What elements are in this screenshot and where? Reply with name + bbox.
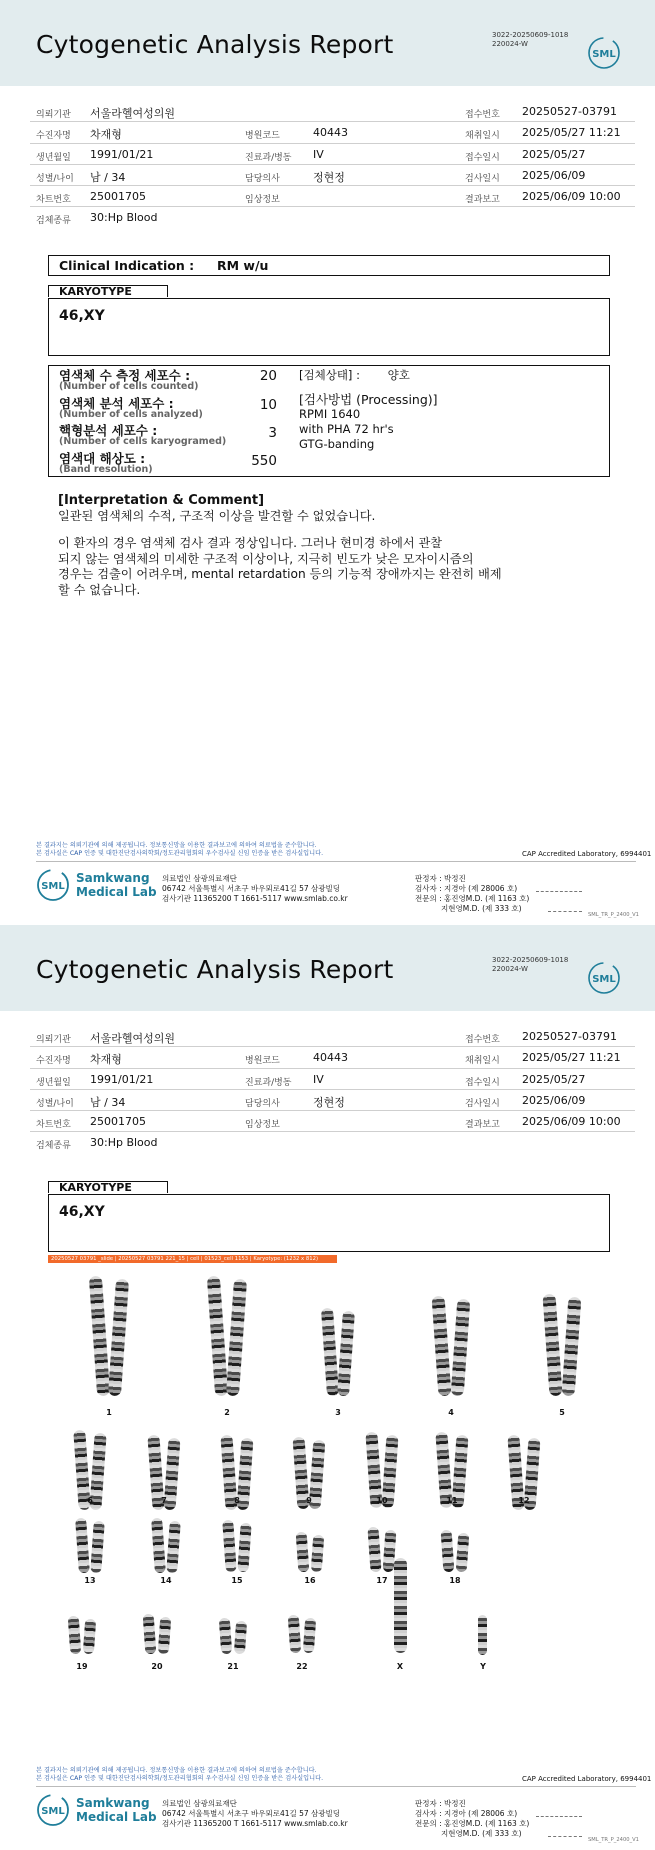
interpretation-heading: [Interpretation & Comment]: [58, 493, 265, 508]
doc-code-line: 220024-W: [492, 40, 528, 48]
chromosome-label: 4: [448, 1408, 454, 1417]
report-title: Cytogenetic Analysis Report: [36, 30, 394, 59]
dob-value: 1991/01/21: [90, 147, 154, 161]
info-row: [30, 144, 635, 165]
dob-label: 생년월일: [36, 1077, 71, 1088]
reported-label: 결과보고: [465, 1120, 500, 1131]
chromosome-14-b: [166, 1521, 181, 1574]
lab-name-line: Medical Lab: [76, 885, 157, 899]
cells-karyogramed-number: 3: [268, 425, 277, 441]
name-label: 수진자명: [36, 131, 71, 142]
form-version: SML_TR_P_2400_V1: [588, 912, 639, 918]
chromosome-14-a: [151, 1518, 166, 1574]
sml-logo-icon: [36, 868, 70, 902]
accession-value: 20250527-03791: [522, 105, 617, 118]
sml-logo-text: SML: [41, 1806, 65, 1817]
chromosome-label: 2: [224, 1408, 230, 1417]
chromosome-label: X: [396, 1662, 404, 1671]
signature-line: 전문의 : 홍진영M.D. (제 1163 호): [415, 1819, 530, 1828]
chromosome-5-a: [543, 1294, 563, 1397]
band-resolution-en: (Band resolution): [59, 464, 153, 475]
cells-analyzed-en: (Number of cells analyzed): [59, 409, 203, 420]
address-line: 검사기관 11365200 T 1661-5117 www.smlab.co.kr: [162, 1819, 348, 1828]
lab-address: [162, 1799, 348, 1829]
signature-line: 판정자 : 박정진: [415, 1799, 466, 1808]
sml-logo-icon: [36, 1793, 70, 1827]
cells-karyogramed-ko: 핵형분석 세포수 :: [59, 423, 158, 438]
disclaimer-line: 본 검사실은 CAP 인증 및 대한진단검사의학회/정도관리협회의 우수검사실 신임 인증을 받은 검사실입니다.: [36, 849, 324, 857]
chromosome-label: 19: [76, 1662, 88, 1671]
dept-label: 진료과/병동: [245, 1077, 292, 1088]
chromosome-label: 21: [227, 1662, 239, 1671]
institution-label: 의뢰기관: [36, 110, 71, 120]
hospital-code-value: 40443: [313, 126, 348, 140]
document-code: [492, 31, 568, 49]
specimen-status: [299, 368, 410, 383]
institution-label: 의뢰기관: [36, 1035, 71, 1045]
chromosome-label: Y: [480, 1662, 486, 1671]
chromosome-label: 10: [376, 1496, 388, 1505]
clinical-indication-label: Clinical Indication :: [59, 258, 195, 273]
lab-name: [76, 871, 157, 899]
collected-label: 채취일시: [465, 131, 500, 142]
chromosome-19-b: [83, 1619, 96, 1655]
specimen-status-label: [검체상태] :: [299, 368, 360, 382]
signatures: [415, 1799, 529, 1839]
chromosome-16-a: [295, 1532, 309, 1573]
received-label: 접수일시: [465, 152, 500, 163]
clinical-indication-value: RM w/u: [217, 258, 269, 273]
report-footer: [0, 1765, 655, 1850]
signature-line: 지현영M.D. (제 333 호): [441, 904, 522, 913]
interpretation-line: 할 수 없습니다.: [58, 582, 141, 597]
disclaimer: [36, 1767, 323, 1782]
karyotype-tab: KARYOTYPE: [48, 1181, 168, 1193]
lab-address: [162, 874, 348, 904]
info-row: [30, 1047, 635, 1068]
info-row: [30, 101, 635, 122]
patient-info-table: [30, 101, 635, 229]
received-value: 2025/05/27: [522, 1072, 586, 1086]
chromosome-label: 12: [518, 1496, 530, 1505]
chromosome-3-a: [321, 1308, 339, 1397]
sml-logo-text: SML: [592, 49, 616, 60]
chromosome-label: 20: [151, 1662, 163, 1671]
signature-scribble: [536, 884, 582, 892]
signature-line: 지현영M.D. (제 333 호): [441, 1829, 522, 1838]
chromosome-13-b: [90, 1521, 105, 1574]
chromosome-19-a: [67, 1616, 81, 1655]
hospital-code-label: 병원코드: [245, 131, 280, 142]
cells-counted-en: (Number of cells counted): [59, 381, 199, 392]
signature-line: 판정자 : 박정진: [415, 874, 466, 883]
address-line: 검사기관 11365200 T 1661-5117 www.smlab.co.kr: [162, 894, 348, 903]
chromosome-label: 5: [559, 1408, 565, 1417]
form-version: SML_TR_P_2400_V1: [588, 1837, 639, 1843]
tested-value: 2025/06/09: [522, 1093, 586, 1107]
chromosome-22-a: [287, 1615, 301, 1654]
sml-logo-text: SML: [592, 974, 616, 985]
chromosome-16-b: [311, 1535, 325, 1573]
chromosome-15-b: [237, 1523, 251, 1573]
document-code: [492, 956, 568, 974]
chromosome-label: 9: [306, 1496, 312, 1505]
report-title: Cytogenetic Analysis Report: [36, 955, 394, 984]
dob-value: 1991/01/21: [90, 1072, 154, 1086]
chromosome-4-b: [450, 1299, 470, 1397]
chromosome-4-a: [432, 1296, 452, 1397]
processing-method-line: GTG-banding: [299, 437, 375, 451]
sex-age-value: 남 / 34: [90, 170, 126, 184]
accession-value: 20250527-03791: [522, 1030, 617, 1043]
cap-accreditation: CAP Accredited Laboratory, 6994401: [522, 1775, 652, 1783]
interpretation-line: 되지 않는 염색체의 미세한 구조적 이상이나, 지극히 빈도가 낮은 모자이시즘의: [58, 551, 474, 566]
tested-value: 2025/06/09: [522, 168, 586, 182]
institution-value: 서울라헬여성의원: [90, 107, 176, 120]
report-header: [0, 0, 655, 86]
reported-value: 2025/06/09 10:00: [522, 1115, 621, 1129]
clinical-info-label: 임상정보: [245, 195, 280, 206]
disclaimer-line: 본 결과지는 의뢰기관에 의해 제공됩니다. 정보통신망을 이용한 결과보고에 의하여 의료법을 준수합니다.: [36, 842, 317, 849]
name-value: 차재형: [90, 1053, 122, 1067]
chromosome-15-a: [222, 1520, 237, 1573]
address-line: 06742 서울특별시 서초구 바우뫼로41길 57 삼광빌딩: [162, 884, 341, 893]
received-label: 접수일시: [465, 1077, 500, 1088]
institution-value: 서울라헬여성의원: [90, 1032, 176, 1045]
chromosome-label: 22: [296, 1662, 308, 1671]
reported-label: 결과보고: [465, 195, 500, 206]
chromosome-17-a: [367, 1527, 381, 1573]
chromosome-18-b: [456, 1533, 470, 1573]
lab-name: [76, 1796, 157, 1824]
chromosome-2-b: [226, 1279, 247, 1397]
collected-value: 2025/05/27 11:21: [522, 1051, 621, 1065]
received-value: 2025/05/27: [522, 147, 586, 161]
cells-analyzed-ko: 염색체 분석 세포수 :: [59, 396, 174, 411]
chromosome-label: 11: [446, 1496, 458, 1505]
processing-method-line: with PHA 72 hr's: [299, 422, 394, 436]
cells-analyzed-number: 10: [259, 397, 277, 413]
chromosome-label: 13: [84, 1576, 96, 1585]
chromosome-X: [394, 1558, 407, 1653]
doc-code-line: 220024-W: [492, 965, 528, 973]
info-row: [30, 1090, 635, 1111]
dept-value: IV: [313, 1072, 324, 1086]
info-row: [30, 165, 635, 186]
report-footer: [0, 840, 655, 925]
chromosome-label: 17: [376, 1576, 388, 1585]
karyotype-value: 46,XY: [59, 308, 105, 324]
name-label: 수진자명: [36, 1056, 71, 1067]
tested-label: 검사일시: [465, 1098, 500, 1109]
interpretation-line: 경우는 검출이 어려우며, mental retardation 등의 기능적 장애까지는 완전히 배제: [58, 567, 502, 582]
chromosome-20-b: [158, 1617, 172, 1655]
doc-code-line: 3022-20250609-1018: [492, 956, 569, 964]
dept-value: IV: [313, 147, 324, 161]
reported-value: 2025/06/09 10:00: [522, 190, 621, 204]
karyotype-tab: KARYOTYPE: [48, 285, 168, 297]
chromosome-label: 15: [231, 1576, 243, 1585]
band-resolution-label: [59, 453, 153, 475]
processing-method-label: [검사방법 (Processing)]: [299, 392, 438, 407]
cells-karyogramed-en: (Number of cells karyogramed): [59, 436, 227, 447]
chart-value: 25001705: [90, 1115, 146, 1129]
hospital-code-value: 40443: [313, 1051, 348, 1065]
tested-label: 검사일시: [465, 173, 500, 184]
sml-logo-icon: [586, 36, 622, 70]
cap-accreditation: CAP Accredited Laboratory, 6994401: [522, 850, 652, 858]
disclaimer-line: 본 검사실은 CAP 인증 및 대한진단검사의학회/정도관리협회의 우수검사실 신임 인증을 받은 검사실입니다.: [36, 1774, 324, 1782]
sex-age-label: 성별/나이: [36, 1098, 74, 1109]
karyotype-value: 46,XY: [59, 1204, 105, 1220]
karyotype-box: [48, 298, 610, 356]
chromosome-Y: [478, 1615, 487, 1655]
specimen-label: 검체종류: [36, 1141, 71, 1152]
interpretation-line: 이 환자의 경우 염색체 검사 결과 정상입니다. 그러나 현미경 하에서 관찰: [58, 536, 443, 551]
cells-counted-ko: 염색체 수 측정 세포수 :: [59, 368, 191, 383]
lab-name-line: Samkwang: [76, 871, 150, 885]
band-resolution-ko: 염색대 해상도 :: [59, 451, 146, 466]
chromosome-1-b: [108, 1279, 129, 1397]
chromosome-18-a: [440, 1530, 454, 1573]
lab-name-line: Medical Lab: [76, 1810, 157, 1824]
dept-label: 진료과/병동: [245, 152, 292, 163]
chromosome-label: 14: [160, 1576, 172, 1585]
chromosome-21-a: [219, 1618, 232, 1655]
chart-label: 차트번호: [36, 195, 71, 206]
dob-label: 생년월일: [36, 152, 71, 163]
clinical-indication-box: [48, 255, 610, 276]
chromosome-label: 18: [449, 1576, 461, 1585]
chromosome-label: 3: [335, 1408, 341, 1417]
collected-value: 2025/05/27 11:21: [522, 126, 621, 140]
footer-divider: [36, 1786, 636, 1787]
info-row: [30, 1026, 635, 1047]
sex-age-label: 성별/나이: [36, 173, 74, 184]
info-row: [30, 1111, 635, 1132]
chromosome-5-b: [561, 1297, 581, 1397]
accession-label: 접수번호: [465, 1035, 500, 1045]
chromosome-13-a: [75, 1518, 90, 1574]
specimen-value: 30:Hp Blood: [90, 1136, 158, 1150]
interpretation-line: 일관된 염색체의 수적, 구조적 이상을 발견할 수 없었습니다.: [58, 508, 376, 523]
interpretation-comment: [58, 493, 618, 599]
cells-analyzed-label: [59, 398, 203, 420]
report-page-2: [0, 925, 655, 1850]
chart-label: 차트번호: [36, 1120, 71, 1131]
cells-counted-number: 20: [259, 368, 277, 384]
chromosome-label: 7: [161, 1496, 167, 1505]
collected-label: 채취일시: [465, 1056, 500, 1067]
cells-karyogramed-label: [59, 425, 226, 447]
address-line: 06742 서울특별시 서초구 바우뫼로41길 57 삼광빌딩: [162, 1809, 341, 1818]
patient-info-table: [30, 1026, 635, 1154]
signature-line: 검사자 : 지경아 (제 28006 호): [415, 884, 518, 893]
report-header: [0, 925, 655, 1011]
physician-value: 정현정: [313, 1095, 345, 1109]
sex-age-value: 남 / 34: [90, 1095, 126, 1109]
footer-divider: [36, 861, 636, 862]
cells-counted-label: [59, 370, 199, 392]
sml-logo-icon: [586, 961, 622, 995]
physician-label: 담당의사: [245, 1098, 280, 1109]
chromosome-20-a: [142, 1614, 156, 1655]
info-row: [30, 207, 635, 228]
info-row: [30, 1132, 635, 1153]
processing-method-line: RPMI 1640: [299, 407, 361, 421]
info-row: [30, 122, 635, 143]
processing-method: [299, 392, 438, 452]
signature-line: 전문의 : 홍진영M.D. (제 1163 호): [415, 894, 530, 903]
karyotype-box: [48, 1194, 610, 1252]
disclaimer: [36, 842, 323, 857]
band-resolution-number: 550: [251, 453, 277, 469]
accession-label: 접수번호: [465, 110, 500, 120]
specimen-label: 검체종류: [36, 216, 71, 227]
chromosome-label: 6: [87, 1496, 93, 1505]
info-row: [30, 1069, 635, 1090]
specimen-status-value: 양호: [387, 368, 410, 382]
signature-scribble: [536, 1809, 582, 1817]
signature-scribble: [548, 904, 582, 912]
name-value: 차재형: [90, 128, 122, 142]
signature-line: 검사자 : 지경아 (제 28006 호): [415, 1809, 518, 1818]
chromosome-21-b: [234, 1621, 247, 1655]
signature-scribble: [548, 1829, 582, 1837]
doc-code-line: 3022-20250609-1018: [492, 31, 569, 39]
address-line: 의료법인 삼광의료재단: [162, 1799, 237, 1808]
karyogram-image: [48, 1270, 618, 1671]
chromosome-label: 1: [106, 1408, 112, 1417]
signatures: [415, 874, 529, 914]
chromosome-3-b: [337, 1311, 355, 1397]
disclaimer-line: 본 결과지는 의뢰기관에 의해 제공됩니다. 정보통신망을 이용한 결과보고에 의하여 의료법을 준수합니다.: [36, 1767, 317, 1774]
chromosome-2-a: [207, 1276, 228, 1397]
address-line: 의료법인 삼광의료재단: [162, 874, 237, 883]
sml-logo-text: SML: [41, 881, 65, 892]
physician-value: 정현정: [313, 170, 345, 184]
chromosome-1-a: [89, 1276, 110, 1397]
cell-count-box: [48, 365, 610, 477]
hospital-code-label: 병원코드: [245, 1056, 280, 1067]
clinical-info-label: 임상정보: [245, 1120, 280, 1131]
karyogram-image-label: 20250527 03791 _slide | 20250527 03791 221_15 | cell | 01523_cell 1153 | Karyotype: (1232 x 812): [48, 1255, 337, 1263]
lab-name-line: Samkwang: [76, 1796, 150, 1810]
info-row: [30, 186, 635, 207]
chromosome-label: 16: [304, 1576, 316, 1585]
specimen-value: 30:Hp Blood: [90, 211, 158, 225]
chromosome-22-b: [303, 1618, 316, 1654]
chart-value: 25001705: [90, 190, 146, 204]
physician-label: 담당의사: [245, 173, 280, 184]
chromosome-label: 8: [234, 1496, 240, 1505]
